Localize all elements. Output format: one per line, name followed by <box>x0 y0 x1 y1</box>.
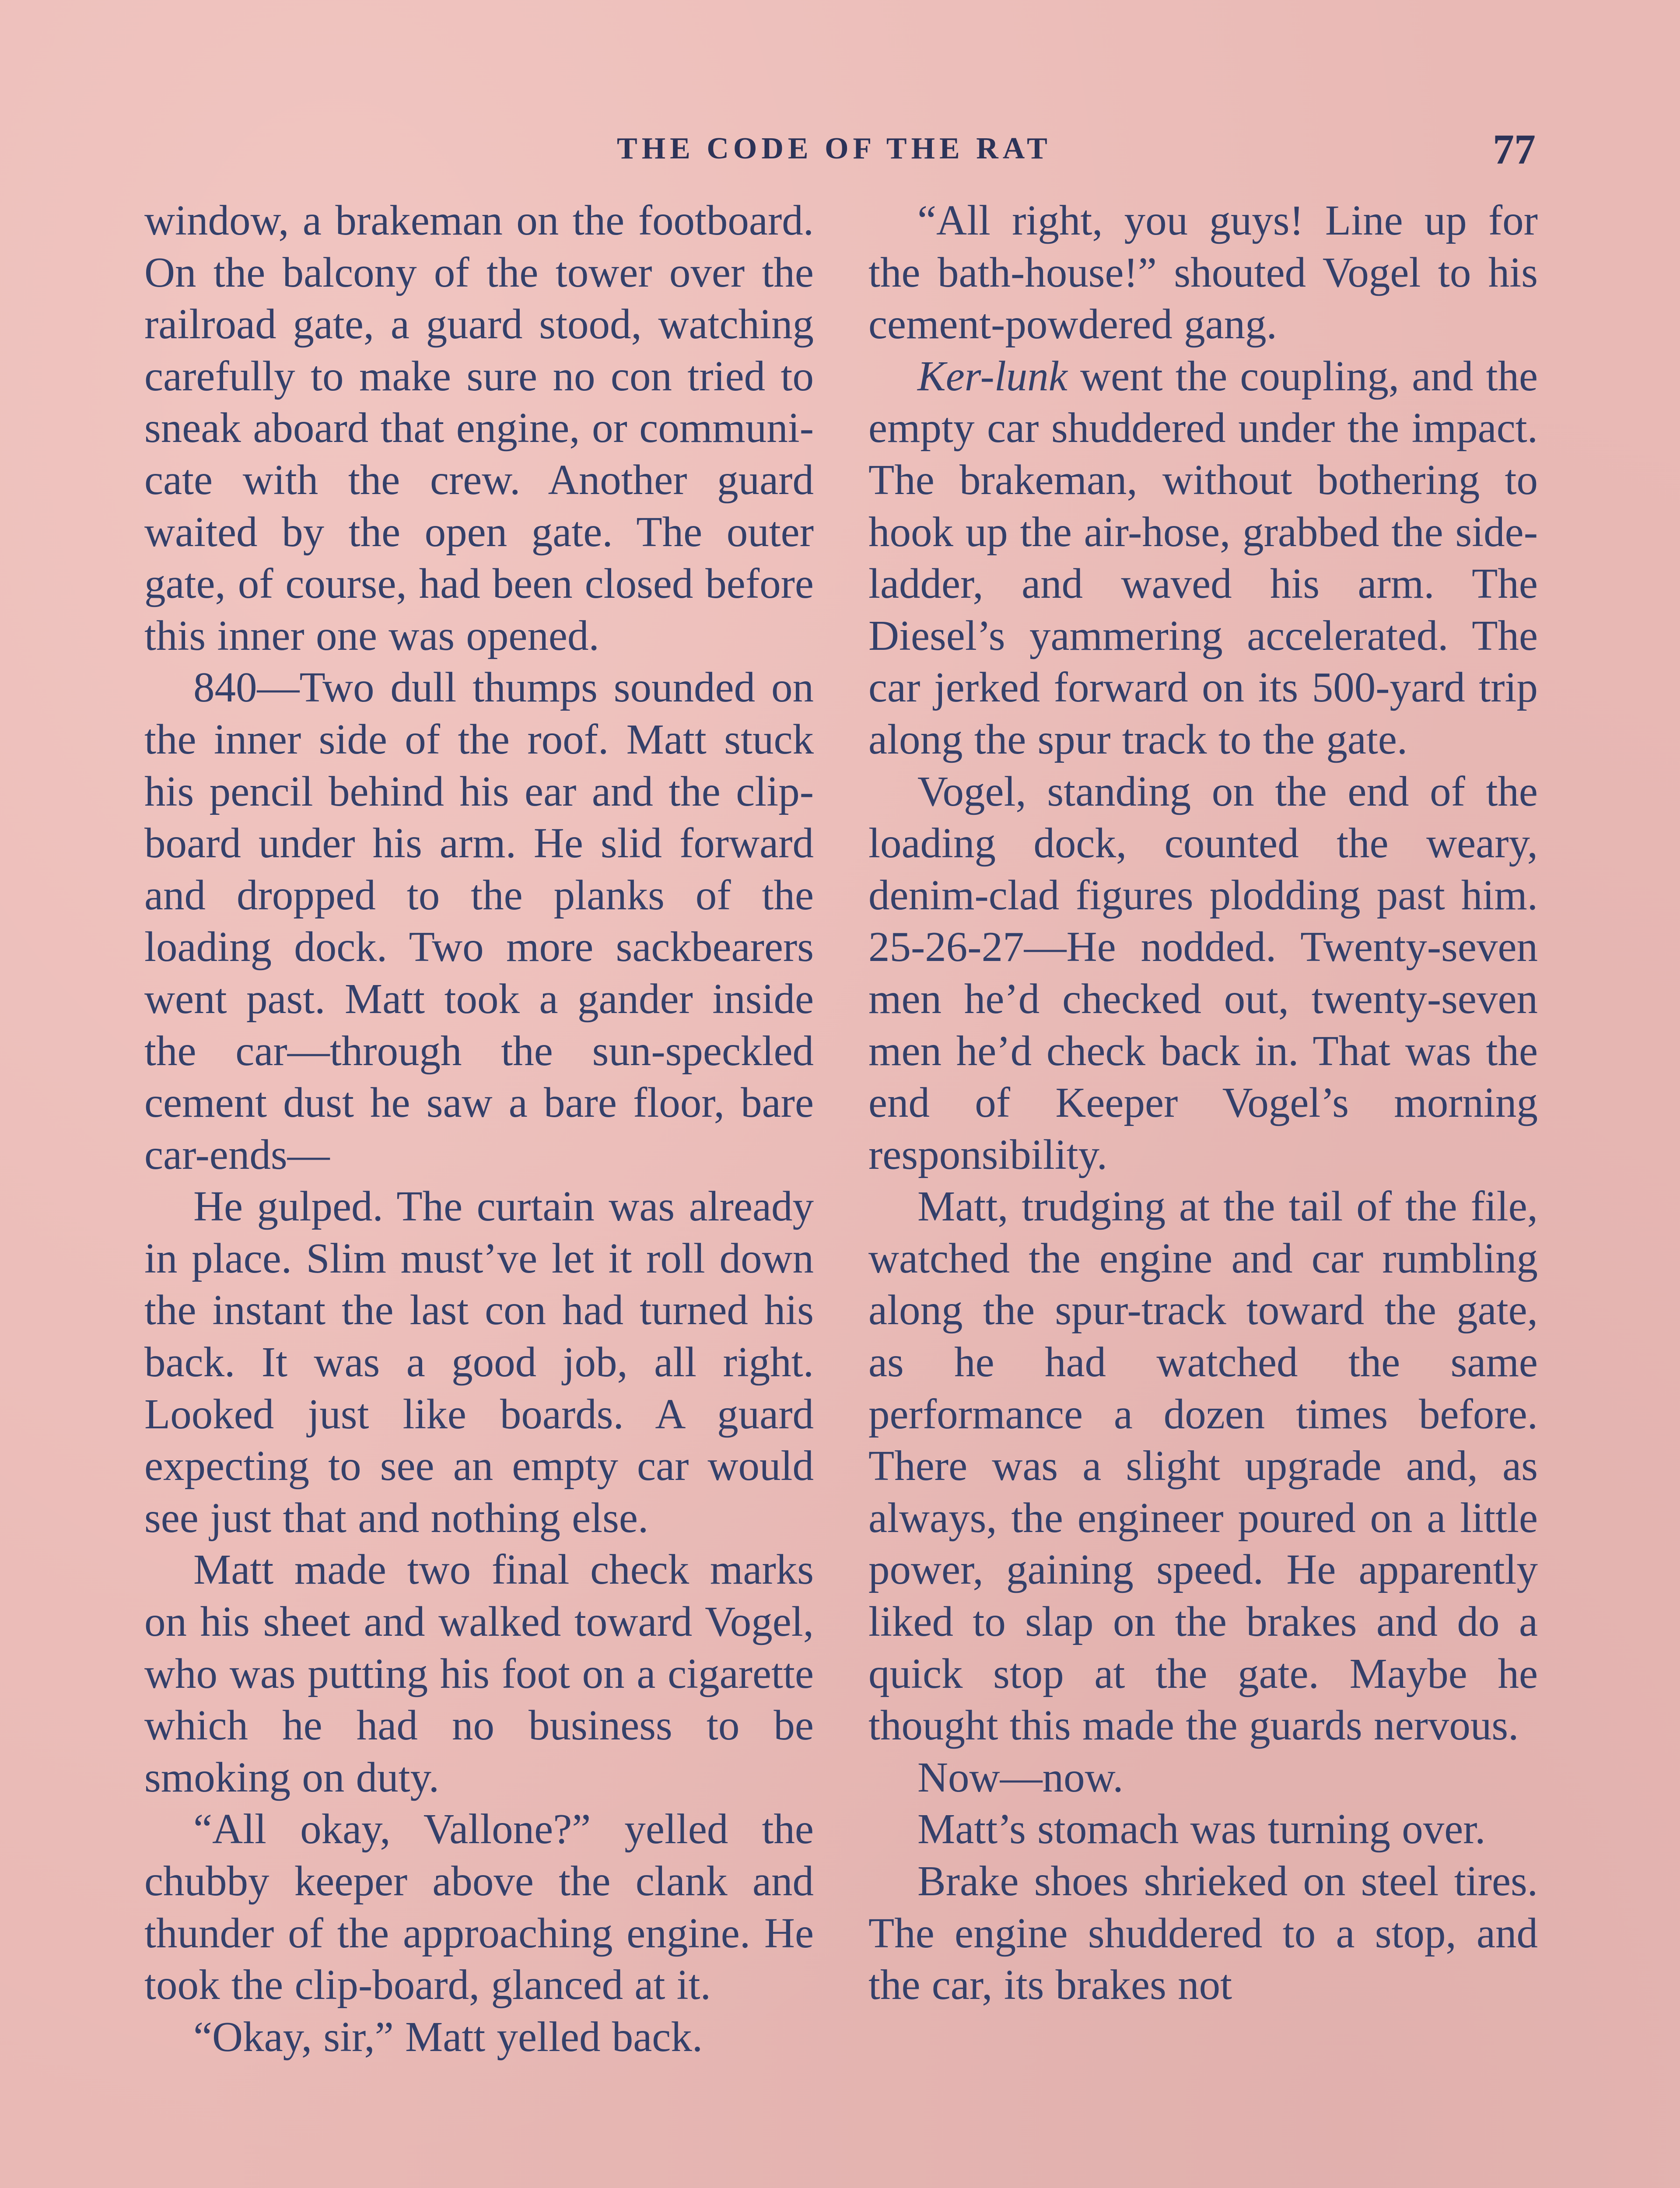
left-column <box>144 195 814 2063</box>
paragraph: 840—Two dull thumps sounded on the inner side of the roof. Matt stuck his pencil behind his ear and the clip-board under his arm. He slid forward and dropped to the planks of the loading dock. Two more sackbearers went past. Matt took a gander inside the car—through the sun-speckled cement dust he saw a bare floor, bare car-ends— <box>144 664 814 1178</box>
right-column <box>868 195 1538 2011</box>
page-number: 77 <box>1493 126 1536 173</box>
paragraph: window, a brakeman on the footboard. On the balcony of the tower over the railroad gate, a guard stood, watching carefully to make sure no con tried to sneak aboard that engine, or communicate with the crew. Another guard waited by the open gate. The outer gate, of course, had been closed before this inner one was opened. <box>144 197 814 659</box>
paragraph: Matt’s stomach was turning over. <box>917 1806 1486 1853</box>
paragraph: Brake shoes shrieked on steel tires. The engine shuddered to a stop, and the car, its brakes not <box>868 1858 1538 2009</box>
paragraph: “All right, you guys! Line up for the bath-house!” shouted Vogel to his cement-powdered gang. <box>868 197 1538 348</box>
running-title: THE CODE OF THE RAT <box>617 132 1052 165</box>
paragraph: “Okay, sir,” Matt yelled back. <box>193 2013 703 2060</box>
paragraph-text: went the coupling, and the empty car shuddered under the impact. The brakeman, without bothering to hook up the air-hose, grabbed the side-ladder, and waved his arm. The Diesel’s yammering accelerated. The car jerked forward on its 500-yard trip along the spur track to the gate. <box>868 352 1538 763</box>
paragraph-ker-lunk <box>868 351 1538 766</box>
paragraph: Now—now. <box>917 1753 1124 1801</box>
paragraph: He gulped. The curtain was already in place. Slim must’ve let it roll down the instant the last con had turned his back. It was a good job, all right. Looked just like boards. A guard expecting to see an empty car would see just that and nothing else. <box>144 1183 814 1541</box>
paragraph: Matt made two final check marks on his sheet and walked toward Vogel, who was putting his foot on a cigarette which he had no business to be smoking on duty. <box>144 1546 814 1801</box>
paragraph: Vogel, standing on the end of the loading dock, counted the weary, denim-clad figures plodding past him. 25-26-27—He nodded. Twenty-seven men he’d checked out, twenty-seven men he’d check back in. That was the end of Keeper Vogel’s morning responsibility. <box>868 768 1538 1178</box>
emphasis-word: Ker-lunk <box>917 352 1068 400</box>
running-head <box>144 126 1536 179</box>
paragraph: “All okay, Vallone?” yelled the chubby keeper above the clank and thunder of the approaching engine. He took the clip-board, glanced at it. <box>144 1806 814 2009</box>
paragraph: Matt, trudging at the tail of the file, watched the engine and car rumbling along the spur-track toward the gate, as he had watched the same performance a dozen times before. There was a slight upgrade and, as always, the engineer poured on a little power, gaining speed. He apparently liked to slap on the brakes and do a quick stop at the gate. Maybe he thought this made the guards nervous. <box>868 1183 1538 1749</box>
